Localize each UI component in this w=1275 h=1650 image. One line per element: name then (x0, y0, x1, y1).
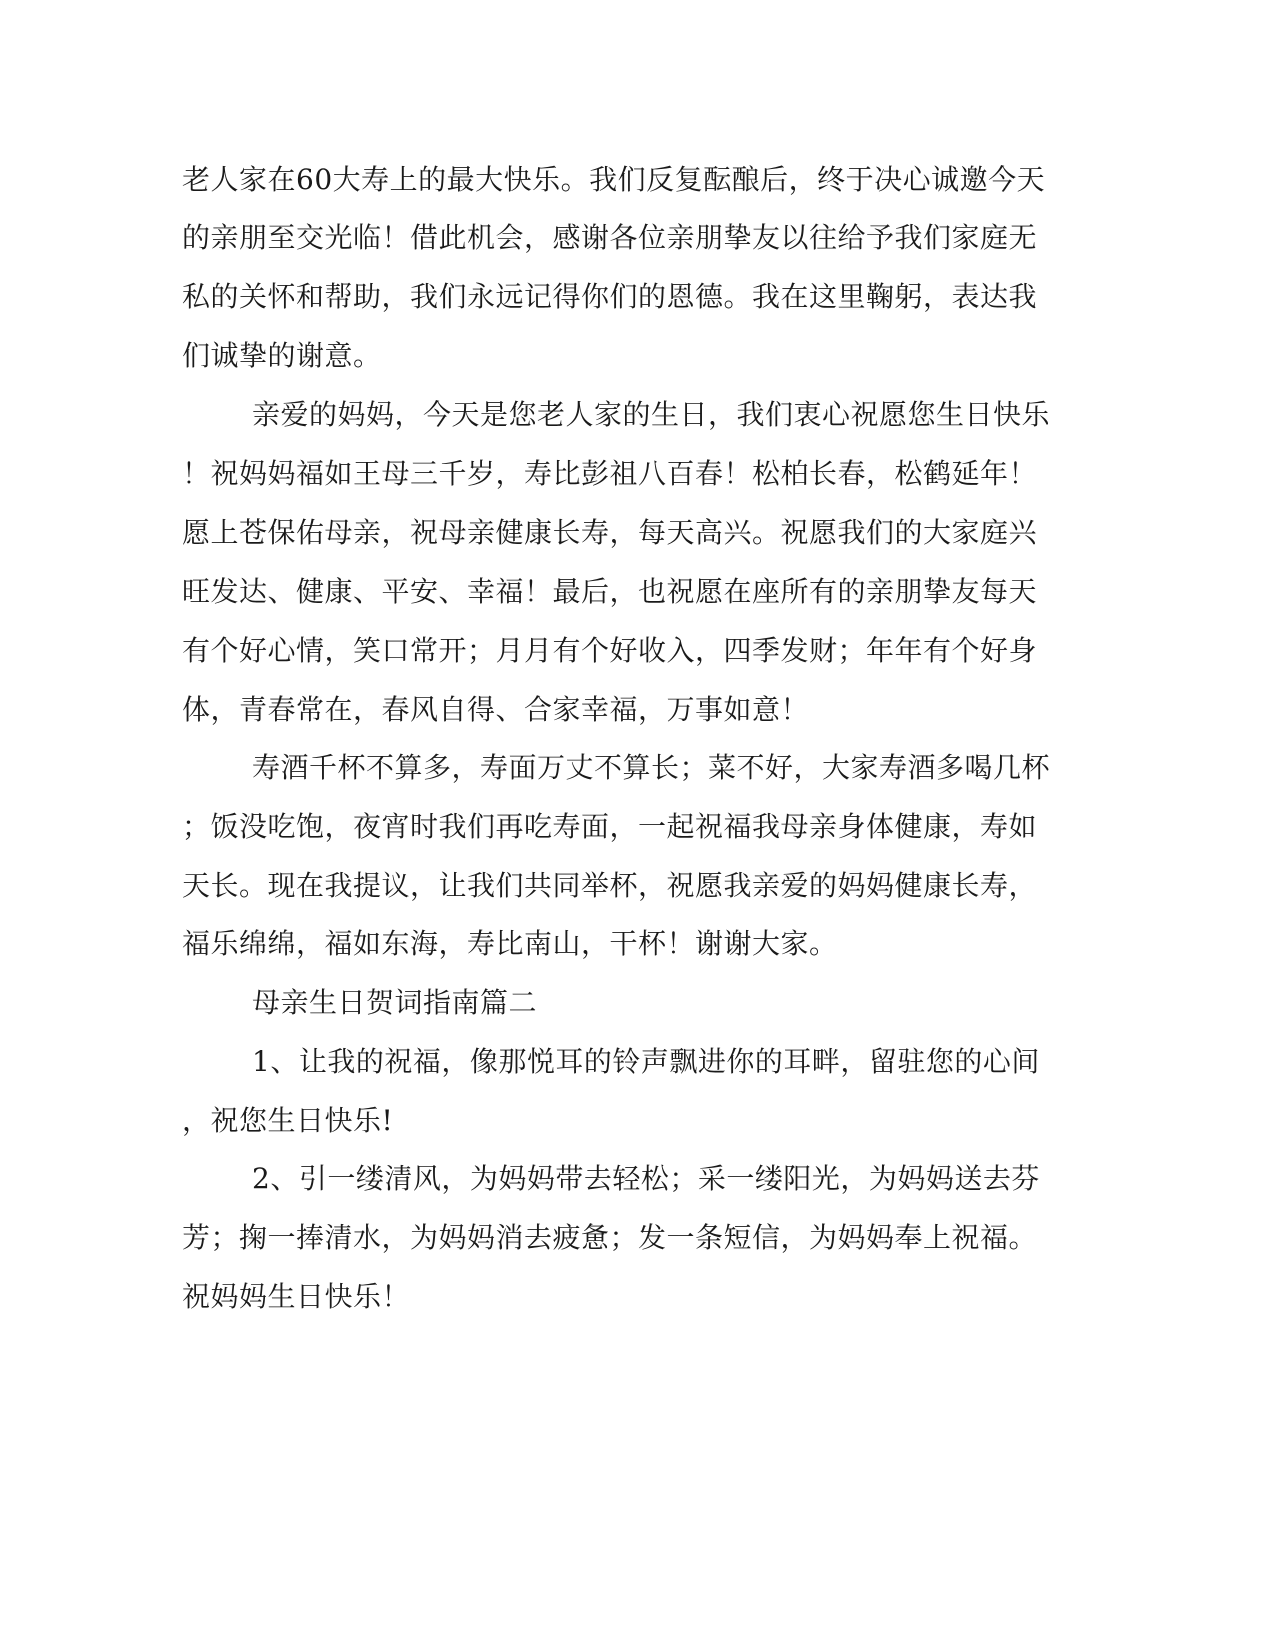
paragraph-first-line: 1、让我的祝福，像那悦耳的铃声飘进你的耳畔，留驻您的心间 (252, 1045, 1040, 1078)
text-line: ；饭没吃饱，夜宵时我们再吃寿面，一起祝福我母亲身体健康，寿如 (182, 810, 1038, 843)
text-line: 私的关怀和帮助，我们永远记得你们的恩德。我在这里鞠躬，表达我 (182, 280, 1038, 313)
paragraph-first-line: 2、引一缕清风，为妈妈带去轻松；采一缕阳光，为妈妈送去芬 (252, 1162, 1040, 1195)
text-line: 旺发达、健康、平安、幸福！最后，也祝愿在座所有的亲朋挚友每天 (182, 575, 1038, 608)
text-line: 体，青春常在，春风自得、合家幸福，万事如意！ (182, 693, 810, 726)
section-heading: 母亲生日贺词指南篇二 (252, 986, 538, 1019)
text-line: ！祝妈妈福如王母三千岁，寿比彭祖八百春！松柏长春，松鹤延年！ (182, 457, 1038, 490)
text-line: 福乐绵绵，福如东海，寿比南山，干杯！谢谢大家。 (182, 927, 838, 960)
text-line: 有个好心情，笑口常开；月月有个好收入，四季发财；年年有个好身 (182, 634, 1038, 667)
text-line: 芳；掬一捧清水，为妈妈消去疲惫；发一条短信，为妈妈奉上祝福。 (182, 1221, 1038, 1254)
text-line: 们诚挚的谢意。 (182, 339, 382, 372)
paragraph-first-line: 寿酒千杯不算多，寿面万丈不算长；菜不好，大家寿酒多喝几杯 (252, 751, 1051, 784)
text-line: ，祝您生日快乐! (182, 1104, 394, 1137)
paragraph-first-line: 亲爱的妈妈，今天是您老人家的生日，我们衷心祝愿您生日快乐 (252, 398, 1051, 431)
text-line: 祝妈妈生日快乐！ (182, 1280, 411, 1313)
text-line: 愿上苍保佑母亲，祝母亲健康长寿，每天高兴。祝愿我们的大家庭兴 (182, 516, 1038, 549)
text-line: 天长。现在我提议，让我们共同举杯，祝愿我亲爱的妈妈健康长寿， (182, 869, 1038, 902)
text-line: 的亲朋至交光临！借此机会，感谢各位亲朋挚友以往给予我们家庭无 (182, 221, 1038, 254)
text-line: 老人家在60大寿上的最大快乐。我们反复酝酿后，终于决心诚邀今天 (182, 163, 1046, 196)
